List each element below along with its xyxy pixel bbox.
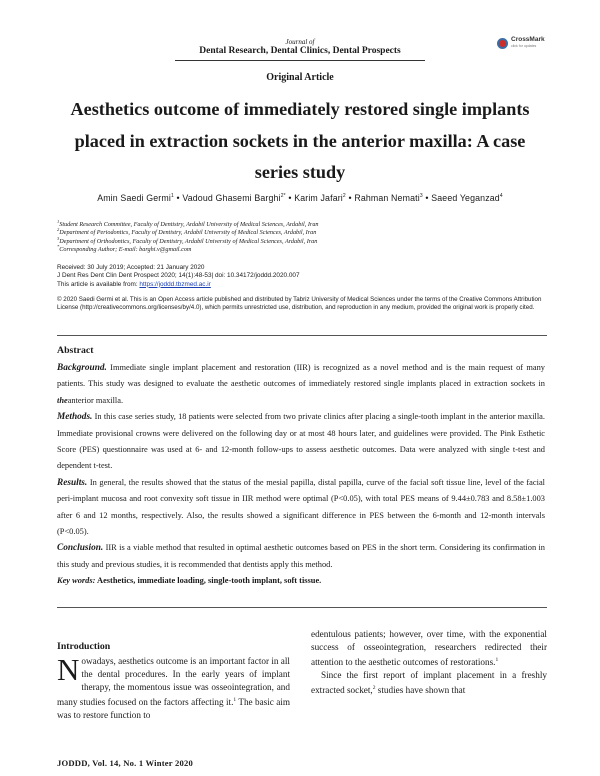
journal-name: Dental Research, Dental Clinics, Dental Prospects: [199, 46, 401, 56]
abstract-methods: Methods. In this case series study, 18 patients were selected from two private clinics after placing a single-tooth implant in the anterior maxilla. Immediate provisional crowns were delivered on the following day or at most 48 hours later, and guidelines were provided. The Pink Esthetic Score (PES) questionnaire was used at 6- and 12-month follow-ups to assess aesthetic outcomes. Data were analyzed with single t-test and dependent t-test.: [57, 412, 545, 471]
page-footer: JODDD, Vol. 14, No. 1 Winter 2020: [57, 758, 193, 768]
keywords: Key words: Aesthetics, immediate loading, single-tooth implant, soft tissue.: [57, 576, 322, 586]
abstract-top-rule: [57, 335, 547, 336]
crossmark-badge[interactable]: [497, 36, 559, 50]
journal-url-link[interactable]: https://joddd.tbzmed.ac.ir: [139, 280, 211, 288]
crossmark-sublabel: click for updates: [511, 44, 537, 48]
author-name: Vadoud Ghasemi Barghi: [182, 193, 281, 203]
article-title: Aesthetics outcome of immediately restored single implants placed in extraction sockets in the anterior maxilla: A case series study: [70, 99, 530, 182]
crossmark-label: CrossMark: [511, 36, 545, 43]
received-dates: Received: 30 July 2019; Accepted: 21 January 2020: [57, 264, 205, 271]
abstract-body: [57, 360, 545, 590]
author-name: Rahman Nemati: [354, 193, 420, 203]
abstract-bottom-rule: [57, 607, 547, 608]
affiliation: $^2$Department of Periodontics, Faculty of Dentistry, Ardabil University of Medical Sciences, Ardabil, Iran: [57, 227, 317, 237]
crossmark-icon: [497, 38, 508, 49]
citation-doi: J Dent Res Dent Clin Dent Prospect 2020; 14(1):48-53| doi: 10.34172/joddd.2020.007: [57, 272, 300, 280]
abstract-results: Results. In general, the results showed that the status of the mesial papilla, distal papilla, curve of the facial soft tissue line, level of the facial peri-implant mucosa and root convexity soft tissue in IIR method were optimal (P<0.05), with total PES means of 9.44±0.783 and 8.58±1.003 after 6 and 12 months, respectively. Also, the results showed a significant difference in PES between the 6-month and 12-month intervals (P<0.05).: [57, 477, 545, 537]
author-name: Saeed Yeganzad: [431, 193, 500, 203]
availability: This article is available from: https://joddd.tbzmed.ac.ir: [57, 280, 211, 288]
corresponding-author: *Corresponding Author; E-mail: barghi.v@gmail.com: [57, 243, 192, 253]
abstract-conclusion: Conclusion. IIR is a viable method that resulted in optimal aesthetic outcomes based on PES in the short term. Considering its confirmation in this study and previous studies, it is recommended that dentists apply this method.: [57, 543, 545, 569]
abstract-heading: Abstract: [57, 345, 94, 356]
introduction-right-column: edentulous patients; however, over time, with the exponential success of osseointegration, researchers redirected their attention to the aesthetic outcomes of restorations.$^1$ Since the first report of implant placement in a freshly extracted socket,$^2$ studies have shown that: [311, 629, 547, 696]
header-rule: [175, 60, 425, 61]
journal-of-label: Journal of: [285, 38, 315, 46]
copyright-notice: © 2020 Saedi Germi et al. This is an Open Access article published and distributed by Tabriz University of Medical Sciences under the terms of the Creative Commons Attribution License (http://creativecommons.org/licenses/by/4.0), which permits unrestricted use, distribution, and reproduction in any medium, provided the original work is properly cited.: [57, 296, 542, 312]
author-list: Amin Saedi Germi$^1$ • Vadoud Ghasemi Barghi$^{2*}$ • Karim Jafari$^2$ • Rahman Nemati$^3$ • Saeed Yeganzad$^4$: [97, 193, 503, 203]
introduction-left-column: Nowadays, aesthetics outcome is an important factor in all the dental procedures. In the early years of implant therapy, the momentous issue was osseointegration, and many studies focused on the factors affecting it.$^1$ The basic aim was to restore function to: [57, 652, 290, 721]
abstract-background: Background. Immediate single implant placement and restoration (IIR) is recognized as a novel method and is the main request of many patients. This study was designed to evaluate the aesthetic outcomes of immediately restored single implants placed in extraction sockets in theanterior maxilla.: [57, 363, 545, 405]
article-type: Original Article: [266, 72, 334, 83]
author-name: Karim Jafari: [294, 193, 343, 203]
introduction-heading: Introduction: [57, 641, 111, 652]
dropcap: N: [57, 652, 80, 687]
affiliation: $^3$Department of Orthodontics, Faculty of Dentistry, Ardabil University of Medical Sciences, Ardabil, Iran: [57, 235, 318, 245]
author-name: Amin Saedi Germi: [97, 193, 171, 203]
affiliation: $^1$Student Research Committee, Faculty of Dentistry, Ardabil University of Medical Sciences, Ardabil, Iran: [57, 219, 319, 229]
